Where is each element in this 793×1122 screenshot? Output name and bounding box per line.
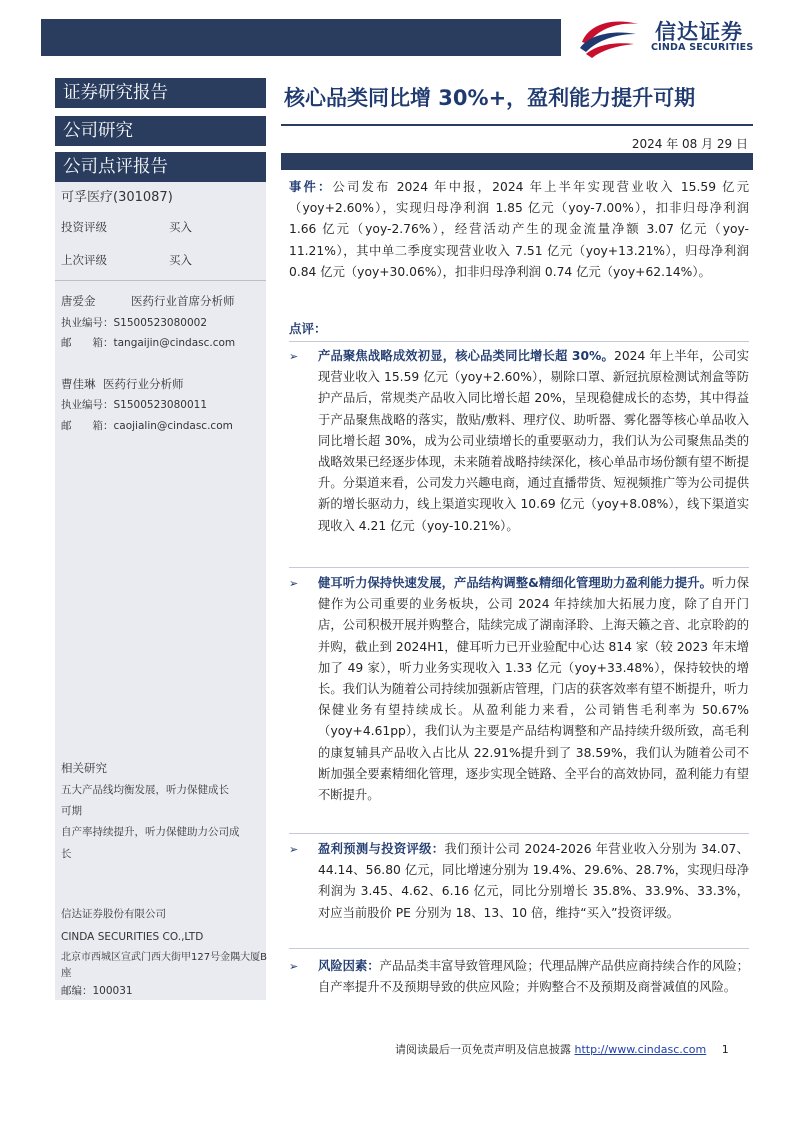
subcategory-label: 公司点评报告: [55, 152, 266, 182]
firm-name-en: CINDA SECURITIES CO.,LTD: [61, 931, 204, 943]
analyst-block: [55, 289, 266, 824]
point-lead: 健耳听力保持快速发展，产品结构调整&精细化管理助力盈利能力提升。: [318, 576, 712, 590]
analyst-name: 唐爱金: [61, 294, 96, 308]
page-title: 核心品类同比增 30%+，盈利能力提升可期: [284, 86, 696, 110]
arrow-bullet-icon: ➢: [289, 577, 299, 590]
point-text: 听力保健作为公司重要的业务板块，公司 2024 年持续加大拓展力度，除了自开门店，公司积极开展并购整合，陆续完成了湖南泽聆、上海天籁之音、北京聆韵的并购，截止到 2024H1，健耳听力已开业验配中心达 814 家（较 2023 年末增加了 49 家），听力业务实现收入 1.33 亿元（yoy+33.48%），保持较快的增长。我们认为随着公司持续加强新店管理，门店的获客效率有望不断提升，听力保健业务有望持续成长。从盈利能力来看，公司销售毛利率为 50.67%（yoy+4.61pp），我们认为主要是产品结构调整和产品持续升级所致，高毛利的康复辅具产品收入占比从 22.91%提升到了 38.59%，我们认为随着公司不断加强全要素精细化管理，逐步实现全链路、全平台的高效协同，盈利能力有望不断提升。: [318, 576, 749, 803]
firm-address: 北京市西城区宣武门西大街甲127号金隅大厦B: [61, 952, 267, 963]
company-name: 可孚医疗(301087): [61, 190, 173, 205]
firm-postcode: 邮编：100031: [61, 985, 133, 997]
report-date: 2024 年 08 月 29 日: [631, 137, 748, 151]
point-paragraph: [318, 573, 749, 806]
firm-address: 座: [61, 967, 72, 979]
point-lead: 盈利预测与投资评级：: [318, 842, 445, 856]
point-paragraph: [318, 956, 749, 998]
related-item[interactable]: 可期: [61, 805, 82, 817]
website-link[interactable]: http://www.cindasc.com: [574, 1043, 707, 1056]
sidebar: [55, 70, 266, 1000]
related-title: 相关研究: [61, 761, 107, 775]
rating-value: 买入: [169, 220, 192, 234]
rating-block: [55, 182, 266, 289]
divider: [289, 341, 749, 342]
related-item[interactable]: 自产率持续提升，听力保健助力公司成: [61, 826, 240, 838]
page-number: 1: [721, 1043, 729, 1056]
analyst-license: 执业编号：S1500523080011: [61, 399, 208, 411]
logo-name-en: CINDA SECURITIES: [651, 42, 754, 53]
related-item[interactable]: 五大产品线均衡发展，听力保健成长: [61, 784, 229, 796]
analyst-email[interactable]: 邮 箱：tangaijin@cindasc.com: [61, 337, 236, 349]
divider: [289, 567, 749, 568]
event-text: 公司发布 2024 年中报，2024 年上半年实现营业收入 15.59 亿元（yoy+2.60%），实现归母净利润 1.85 亿元（yoy-7.00%），扣非归母净利润 1.66 亿元（yoy-2.76%），经营活动产生的现金流量净额 3.07 亿元（yoy-11.21%），其中单二季度实现营业收入 7.51 亿元（yoy+13.21%），归母净利润 0.84 亿元（yoy+30.06%），扣非归母净利润 0.74 亿元（yoy+62.14%）。: [289, 180, 749, 279]
comments-label: 点评：: [289, 321, 327, 336]
point-lead: 产品聚焦战略成效初显，核心品类同比增长超 30%。: [318, 349, 614, 363]
footer: [395, 1041, 729, 1057]
event-label: 事件：: [289, 180, 333, 194]
arrow-bullet-icon: ➢: [289, 960, 299, 973]
divider: [289, 833, 749, 834]
analyst-title: 医药行业首席分析师: [131, 294, 235, 308]
analyst-email[interactable]: 邮 箱：caojialin@cindasc.com: [61, 420, 233, 432]
point-paragraph: [318, 839, 749, 924]
point-text: 产品品类丰富导致管理风险；代理品牌产品供应商持续合作的风险；自产率提升不及预期导致的供应风险；并购整合不及预期及商誉减值的风险。: [318, 959, 749, 995]
rating-label: 投资评级: [61, 220, 107, 234]
logo-name-cn: 信达证券: [655, 20, 743, 44]
related-block: [55, 750, 266, 1000]
firm-name-cn: 信达证券股份有限公司: [61, 908, 166, 920]
analyst-license: 执业编号：S1500523080002: [61, 317, 208, 329]
prev-rating-value: 买入: [169, 253, 192, 267]
point-text: 我们预计公司 2024-2026 年营业收入分别为 34.07、44.14、56.80 亿元，同比增速分别为 19.4%、29.6%、28.7%，实现归母净利润为 3.45、4.62、6.16 亿元，同比分别增长 35.8%、33.9%、33.3%，对应当前股价 PE 分别为 18、13、10 倍，维持“买入”投资评级。: [318, 842, 749, 920]
analyst-title: 医药行业分析师: [103, 377, 184, 391]
date-bar: [281, 153, 753, 170]
event-paragraph: [289, 177, 749, 283]
disclaimer-note: 请阅读最后一页免责声明及信息披露: [395, 1043, 571, 1056]
divider: [289, 948, 749, 949]
point-paragraph: [318, 346, 749, 537]
report-type-label: 证券研究报告: [55, 78, 266, 108]
header-bar: [41, 19, 561, 56]
divider: [55, 280, 266, 281]
title-divider: [281, 124, 753, 126]
arrow-bullet-icon: ➢: [289, 843, 299, 856]
category-label: 公司研究: [55, 116, 266, 146]
prev-rating-label: 上次评级: [61, 253, 107, 267]
point-lead: 风险因素：: [318, 959, 380, 973]
analyst-name: 曹佳琳: [61, 377, 96, 391]
point-text: 2024 年上半年，公司实现营业收入 15.59 亿元（yoy+2.60%），剔除口罩、新冠抗原检测试剂盒等防护产品后，常规类产品收入同比增长超 20%，呈现稳健成长的态势，其中得益于产品聚焦战略的落实，散贴/敷料、理疗仪、助听器、雾化器等核心单品收入同比增长超 30%，成为公司业绩增长的重要驱动力，我们认为公司聚焦品类的战略效果已经逐步体现，未来随着战略持续深化，核心单品市场份额有望不断提升。分渠道来看，公司发力兴趣电商，通过直播带货、短视频推广等为公司提供新的增长驱动力，线上渠道实现收入 10.69 亿元（yoy+8.08%），线下渠道实现收入 4.21 亿元（yoy-10.21%）。: [318, 349, 749, 533]
arrow-bullet-icon: ➢: [289, 350, 299, 363]
related-item[interactable]: 长: [61, 848, 72, 860]
